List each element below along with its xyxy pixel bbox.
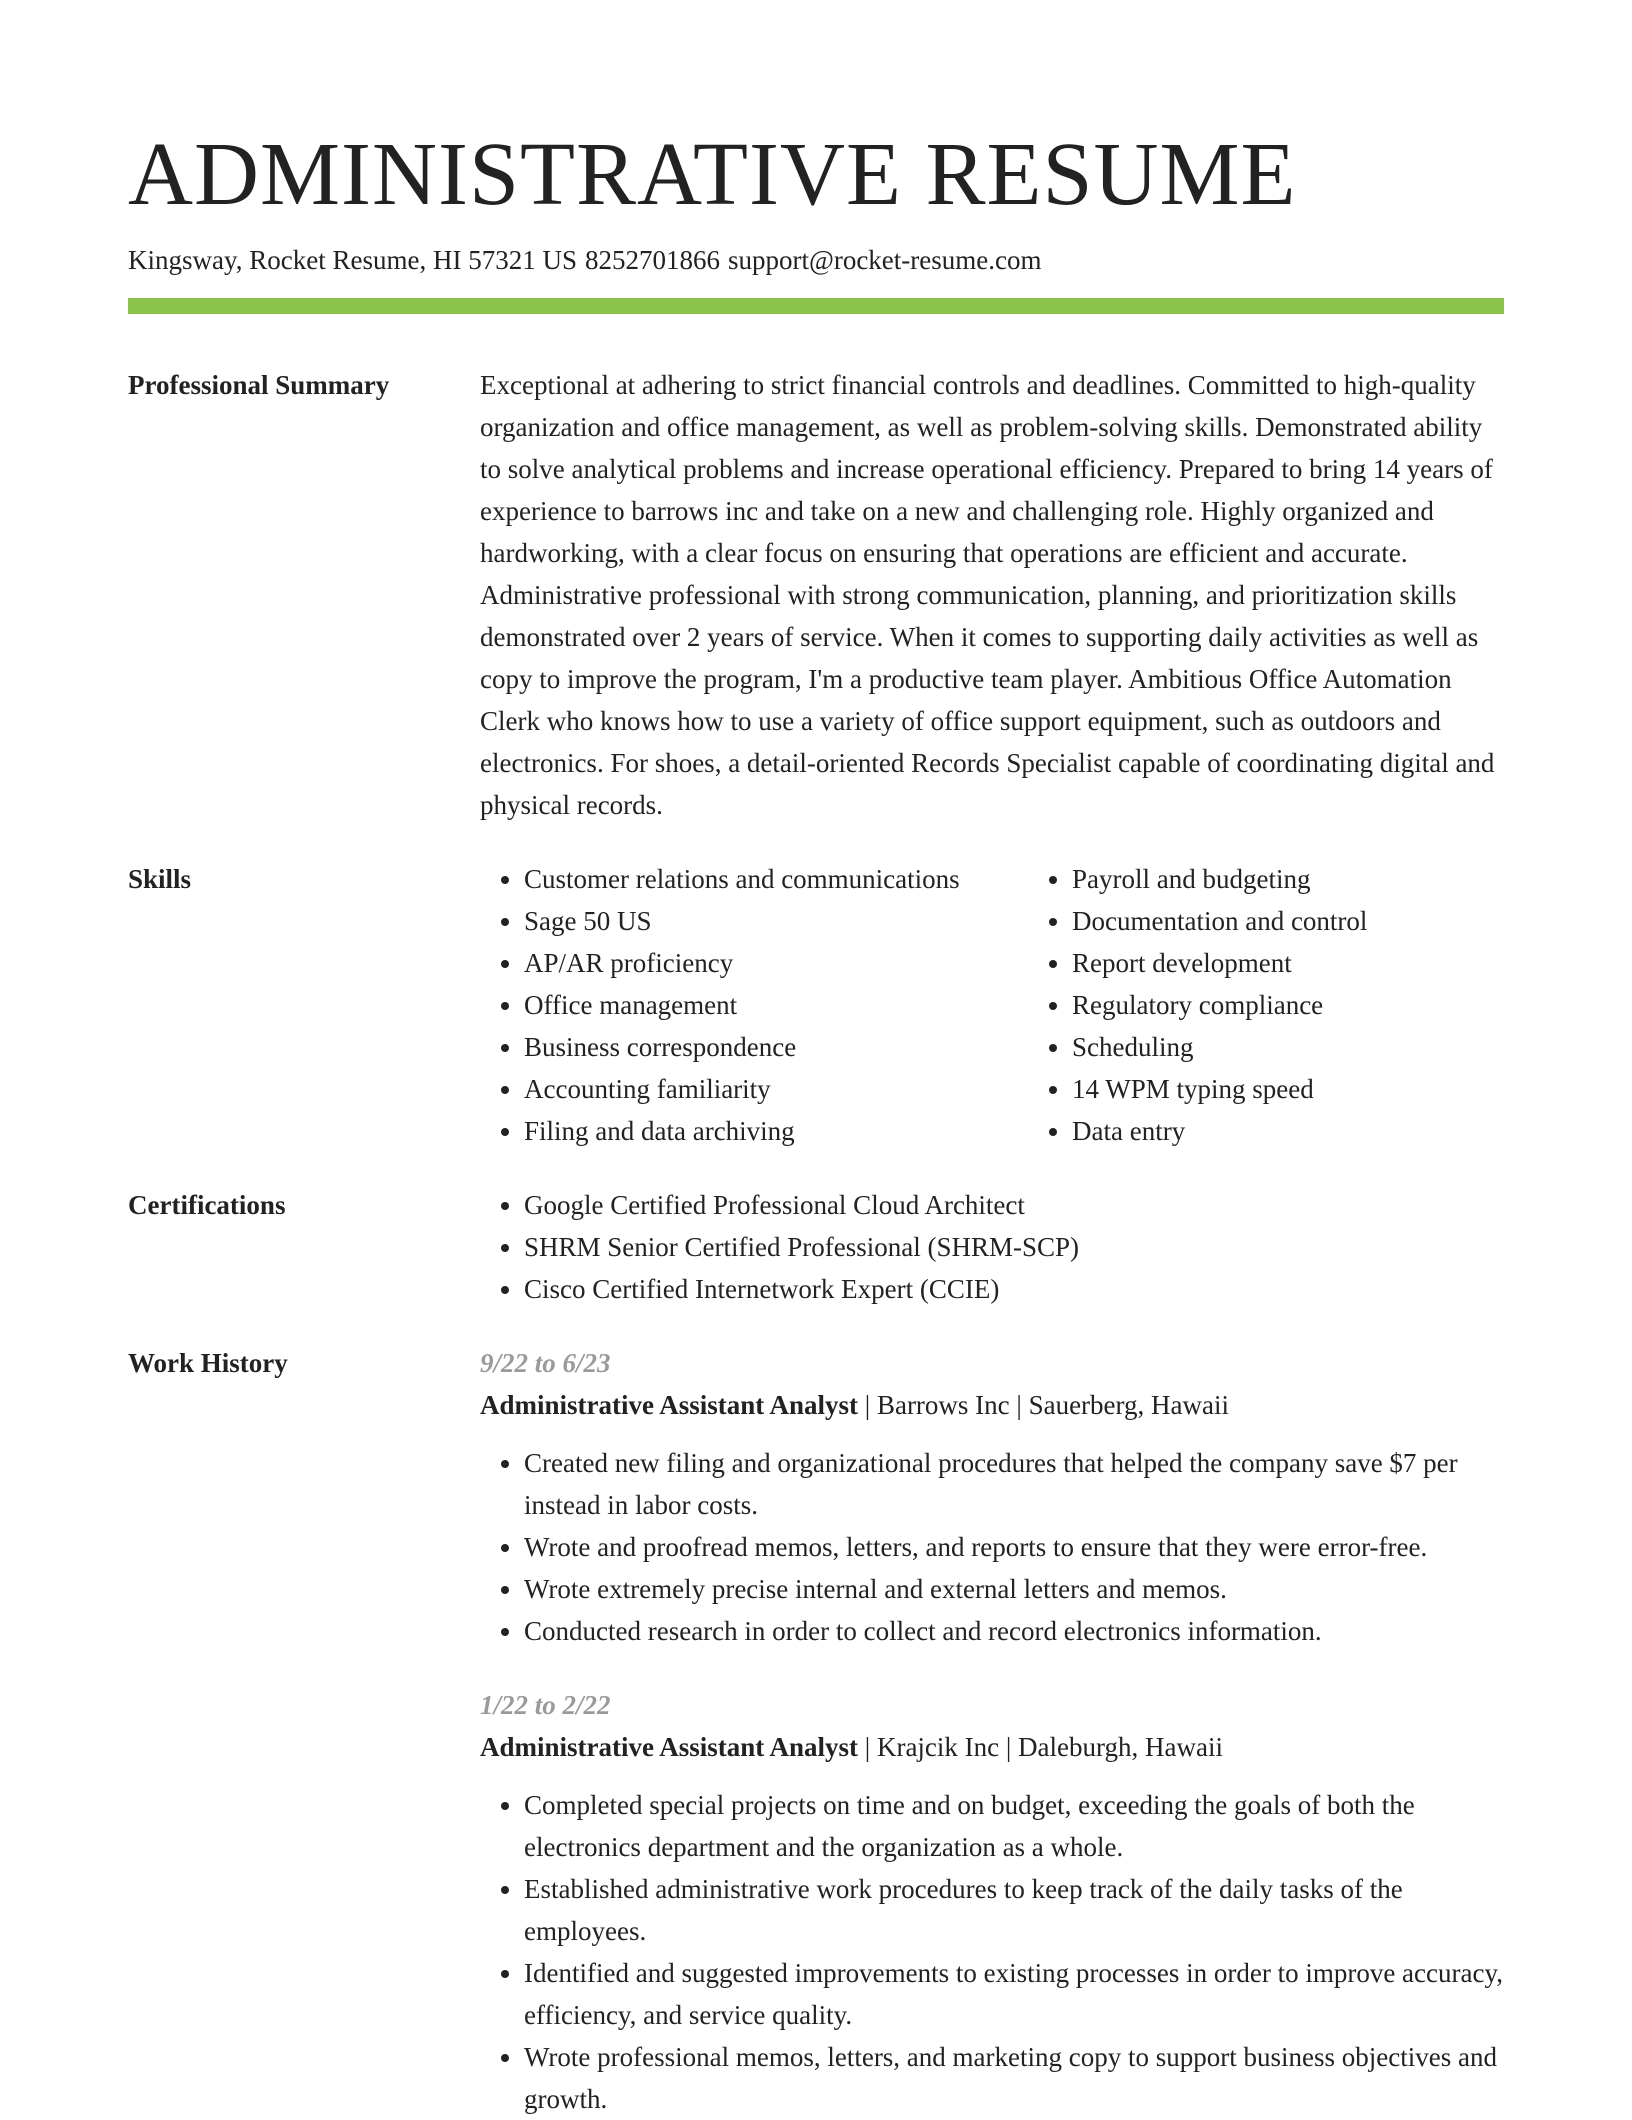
- list-item: • Google Certified Professional Cloud Architect: [524, 1184, 1504, 1226]
- list-item: • Established administrative work procedures to keep track of the daily tasks of the employees.: [524, 1868, 1504, 1952]
- list-item: • Created new filing and organizational procedures that helped the company save $7 per instead in labor costs.: [524, 1442, 1504, 1526]
- list-item: • Sage 50 US: [524, 900, 1028, 942]
- list-item: • Conducted research in order to collect and record electronics information.: [524, 1610, 1504, 1652]
- list-item: • Completed special projects on time and on budget, exceeding the goals of both the electronics department and the organization as a whole.: [524, 1784, 1504, 1868]
- accent-rule: [128, 298, 1504, 314]
- list-item: • Cisco Certified Internetwork Expert (CCIE): [524, 1268, 1504, 1310]
- resume-header: [128, 125, 1504, 314]
- job-company-location: | Barrows Inc | Sauerberg, Hawaii: [858, 1390, 1229, 1421]
- list-item: • Accounting familiarity: [524, 1068, 1028, 1110]
- job-dates: 9/22 to 6/23: [480, 1348, 611, 1379]
- work-history-body: [480, 1342, 1504, 2120]
- list-item: • SHRM Senior Certified Professional (SHRM-SCP): [524, 1226, 1504, 1268]
- list-item: • 14 WPM typing speed: [1072, 1068, 1504, 1110]
- contact-address: Kingsway, Rocket Resume, HI 57321 US: [128, 245, 577, 275]
- section-professional-summary: [128, 364, 1504, 826]
- list-item: • Scheduling: [1072, 1026, 1504, 1068]
- section-work-history: [128, 1342, 1504, 2120]
- resume-page: [128, 118, 1504, 2120]
- job-bullets: [480, 1442, 1504, 1652]
- list-item: • Filing and data archiving: [524, 1110, 1028, 1152]
- list-item: • Data entry: [1072, 1110, 1504, 1152]
- skills-column-1: [480, 858, 1028, 1152]
- section-label-summary: Professional Summary: [128, 370, 390, 401]
- contact-line: [128, 244, 1504, 276]
- job-entry: [480, 1684, 1504, 2120]
- list-item: • Payroll and budgeting: [1072, 858, 1504, 900]
- list-item: • Regulatory compliance: [1072, 984, 1504, 1026]
- skills-column-2: [1028, 858, 1504, 1152]
- job-dates: 1/22 to 2/22: [480, 1690, 611, 1721]
- certifications-body: [480, 1184, 1504, 1310]
- summary-text: Exceptional at adhering to strict financial controls and deadlines. Committed to high-quality organization and office management, as well as problem-solving skills. Demonstrated ability to solve analytical problems and increase operational efficiency. Prepared to bring 14 years of experience to barrows inc and take on a new and challenging role. Highly organized and hardworking, with a clear focus on ensuring that operations are efficient and accurate. Administrative professional with strong communication, planning, and prioritization skills demonstrated over 2 years of service. When it comes to supporting daily activities as well as copy to improve the program, I'm a productive team player. Ambitious Office Automation Clerk who knows how to use a variety of office support equipment, such as outdoors and electronics. For shoes, a detail-oriented Records Specialist capable of coordinating digital and physical records.: [480, 370, 1495, 821]
- job-bullets: [480, 1784, 1504, 2120]
- section-skills: [128, 858, 1504, 1152]
- certifications-list: [480, 1184, 1504, 1310]
- list-item: • Office management: [524, 984, 1028, 1026]
- list-item: • AP/AR proficiency: [524, 942, 1028, 984]
- resume-title: ADMINISTRATIVE RESUME: [128, 125, 1297, 224]
- list-item: • Business correspondence: [524, 1026, 1028, 1068]
- job-title-line: [480, 1384, 1504, 1426]
- list-item: • Documentation and control: [1072, 900, 1504, 942]
- contact-email: support@rocket-resume.com: [727, 245, 1042, 275]
- list-item: • Identified and suggested improvements to existing processes in order to improve accuracy, efficiency, and service quality.: [524, 1952, 1504, 2036]
- section-label-skills: Skills: [128, 864, 192, 895]
- list-item: • Wrote and proofread memos, letters, and reports to ensure that they were error-free.: [524, 1526, 1504, 1568]
- job-company-location: | Krajcik Inc | Daleburgh, Hawaii: [858, 1732, 1223, 1763]
- job-title: Administrative Assistant Analyst: [480, 1390, 859, 1421]
- section-certifications: [128, 1184, 1504, 1310]
- job-entry: [480, 1342, 1504, 1652]
- contact-phone: 8252701866: [584, 245, 720, 275]
- list-item: • Customer relations and communications: [524, 858, 1028, 900]
- job-title: Administrative Assistant Analyst: [480, 1732, 859, 1763]
- job-title-line: [480, 1726, 1504, 1768]
- list-item: • Wrote professional memos, letters, and marketing copy to support business objectives and growth.: [524, 2036, 1504, 2120]
- list-item: • Report development: [1072, 942, 1504, 984]
- section-label-work-history: Work History: [128, 1348, 288, 1379]
- section-label-certifications: Certifications: [128, 1190, 286, 1221]
- skills-grid: [480, 858, 1504, 1152]
- list-item: • Wrote extremely precise internal and external letters and memos.: [524, 1568, 1504, 1610]
